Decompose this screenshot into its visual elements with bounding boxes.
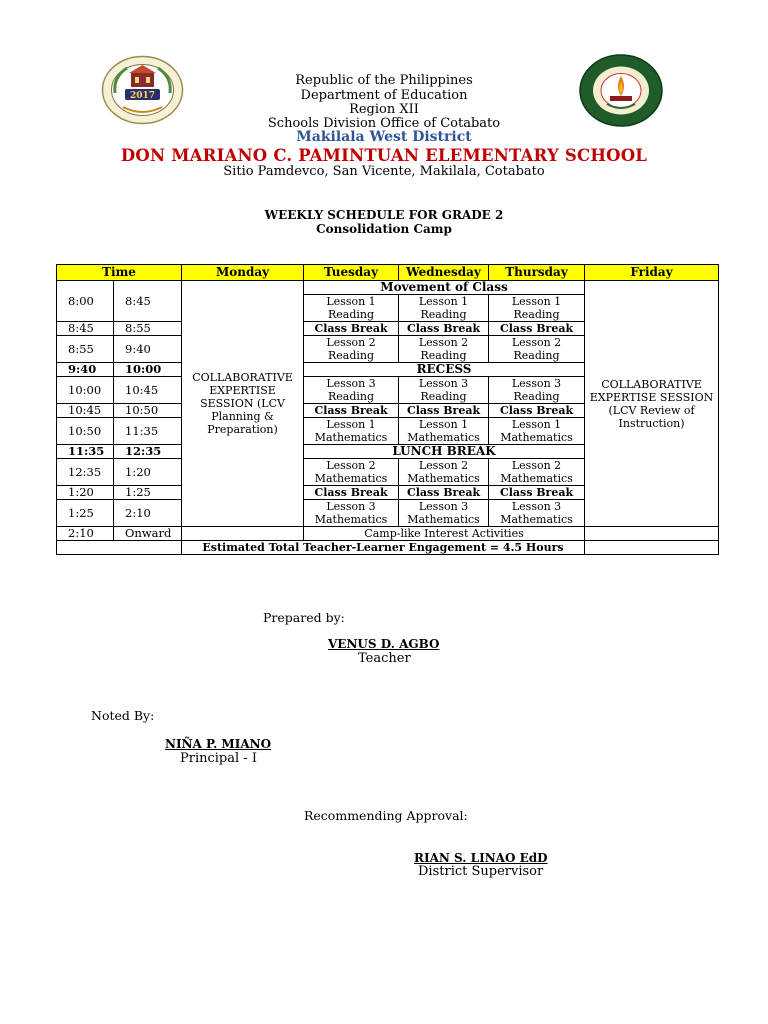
start-time: 11:35 bbox=[57, 445, 114, 459]
end-time: 10:50 bbox=[114, 404, 182, 418]
header-wednesday: Wednesday bbox=[399, 265, 489, 281]
region-line: Region XII bbox=[349, 102, 419, 117]
movement-of-class: Movement of Class bbox=[304, 281, 585, 295]
start-time: 10:45 bbox=[57, 404, 114, 418]
department-line: Department of Education bbox=[300, 88, 468, 103]
movement-row bbox=[57, 281, 719, 295]
header-time: Time bbox=[57, 265, 182, 281]
lesson-cell: Lesson 3 Mathematics bbox=[489, 500, 585, 527]
school-name: DON MARIANO C. PAMINTUAN ELEMENTARY SCHOOL bbox=[120, 146, 648, 165]
school-address: Sitio Pamdevco, San Vicente, Makilala, Cotabato bbox=[223, 164, 545, 179]
footer-row bbox=[57, 541, 719, 555]
start-time: 9:40 bbox=[57, 363, 114, 377]
schedule-subtitle: Consolidation Camp bbox=[316, 222, 452, 236]
header-monday: Monday bbox=[182, 265, 304, 281]
start-time: 10:50 bbox=[57, 418, 114, 445]
end-time: 8:55 bbox=[114, 322, 182, 336]
lesson-cell: Lesson 2 Reading bbox=[399, 336, 489, 363]
class-break-cell: Class Break bbox=[304, 322, 399, 336]
lesson-cell: Lesson 2 Reading bbox=[304, 336, 399, 363]
lesson-cell: Lesson 2 Mathematics bbox=[399, 459, 489, 486]
empty-cell bbox=[585, 541, 719, 555]
lesson-cell: Lesson 1 Mathematics bbox=[399, 418, 489, 445]
schedule-table bbox=[56, 264, 719, 555]
start-time: 8:55 bbox=[57, 336, 114, 363]
class-break-cell: Class Break bbox=[304, 486, 399, 500]
empty-cell bbox=[182, 527, 304, 541]
noted-by-label: Noted By: bbox=[91, 708, 155, 723]
end-time: 10:00 bbox=[114, 363, 182, 377]
end-time: 1:25 bbox=[114, 486, 182, 500]
lesson-cell: Lesson 1 Reading bbox=[399, 295, 489, 322]
lesson-cell: Lesson 1 Mathematics bbox=[304, 418, 399, 445]
start-time: 8:00 bbox=[57, 281, 114, 322]
class-break-cell: Class Break bbox=[399, 486, 489, 500]
end-time: Onward bbox=[114, 527, 182, 541]
recommending-role: District Supervisor bbox=[418, 864, 544, 879]
start-time: 8:45 bbox=[57, 322, 114, 336]
empty-cell bbox=[57, 541, 182, 555]
class-break-cell: Class Break bbox=[399, 404, 489, 418]
class-break-cell: Class Break bbox=[399, 322, 489, 336]
class-break-cell: Class Break bbox=[489, 404, 585, 418]
svg-text:2017: 2017 bbox=[129, 91, 156, 101]
lesson-cell: Lesson 3 Reading bbox=[304, 377, 399, 404]
division-line: Schools Division Office of Cotabato bbox=[267, 116, 501, 131]
engagement-total: Estimated Total Teacher-Learner Engagement = 4.5 Hours bbox=[182, 541, 585, 555]
header-thursday: Thursday bbox=[489, 265, 585, 281]
end-time: 2:10 bbox=[114, 500, 182, 527]
lesson-cell: Lesson 2 Reading bbox=[489, 336, 585, 363]
header-friday: Friday bbox=[585, 265, 719, 281]
lesson-cell: Lesson 1 Mathematics bbox=[489, 418, 585, 445]
camp-activities: Camp-like Interest Activities bbox=[304, 527, 585, 541]
lesson-cell: Lesson 1 Reading bbox=[489, 295, 585, 322]
table-header-row bbox=[57, 265, 719, 281]
end-time: 12:35 bbox=[114, 445, 182, 459]
district-name: Makilala West District bbox=[296, 129, 472, 145]
table-row bbox=[57, 527, 719, 541]
republic-line: Republic of the Philippines bbox=[295, 73, 473, 88]
friday-collab-session: COLLABORATIVE EXPERTISE SESSION (LCV Review of Instruction) bbox=[585, 281, 719, 527]
prepared-by-name: VENUS D. AGBO bbox=[328, 637, 440, 651]
break-bar: RECESS bbox=[304, 363, 585, 377]
start-time: 10:00 bbox=[57, 377, 114, 404]
class-break-cell: Class Break bbox=[489, 322, 585, 336]
end-time: 8:45 bbox=[114, 281, 182, 322]
class-break-cell: Class Break bbox=[304, 404, 399, 418]
start-time: 1:20 bbox=[57, 486, 114, 500]
lesson-cell: Lesson 3 Reading bbox=[489, 377, 585, 404]
lesson-cell: Lesson 2 Mathematics bbox=[304, 459, 399, 486]
lesson-cell: Lesson 2 Mathematics bbox=[489, 459, 585, 486]
break-bar: LUNCH BREAK bbox=[304, 445, 585, 459]
lesson-cell: Lesson 3 Reading bbox=[399, 377, 489, 404]
start-time: 2:10 bbox=[57, 527, 114, 541]
start-time: 12:35 bbox=[57, 459, 114, 486]
lesson-cell: Lesson 1 Reading bbox=[304, 295, 399, 322]
monday-collab-session: COLLABORATIVE EXPERTISE SESSION (LCV Planning & Preparation) bbox=[182, 281, 304, 527]
header-tuesday: Tuesday bbox=[304, 265, 399, 281]
prepared-by-label: Prepared by: bbox=[263, 610, 345, 625]
end-time: 1:20 bbox=[114, 459, 182, 486]
prepared-by-role: Teacher bbox=[358, 651, 411, 666]
noted-by-role: Principal - I bbox=[180, 751, 257, 766]
class-break-cell: Class Break bbox=[489, 486, 585, 500]
noted-by-name: NIÑA P. MIANO bbox=[165, 737, 272, 751]
lesson-cell: Lesson 3 Mathematics bbox=[399, 500, 489, 527]
empty-cell bbox=[585, 527, 719, 541]
start-time: 1:25 bbox=[57, 500, 114, 527]
end-time: 9:40 bbox=[114, 336, 182, 363]
recommending-name: RIAN S. LINAO EdD bbox=[414, 851, 548, 865]
lesson-cell: Lesson 3 Mathematics bbox=[304, 500, 399, 527]
end-time: 11:35 bbox=[114, 418, 182, 445]
end-time: 10:45 bbox=[114, 377, 182, 404]
schedule-title: WEEKLY SCHEDULE FOR GRADE 2 bbox=[264, 208, 504, 222]
recommending-label: Recommending Approval: bbox=[304, 808, 468, 823]
